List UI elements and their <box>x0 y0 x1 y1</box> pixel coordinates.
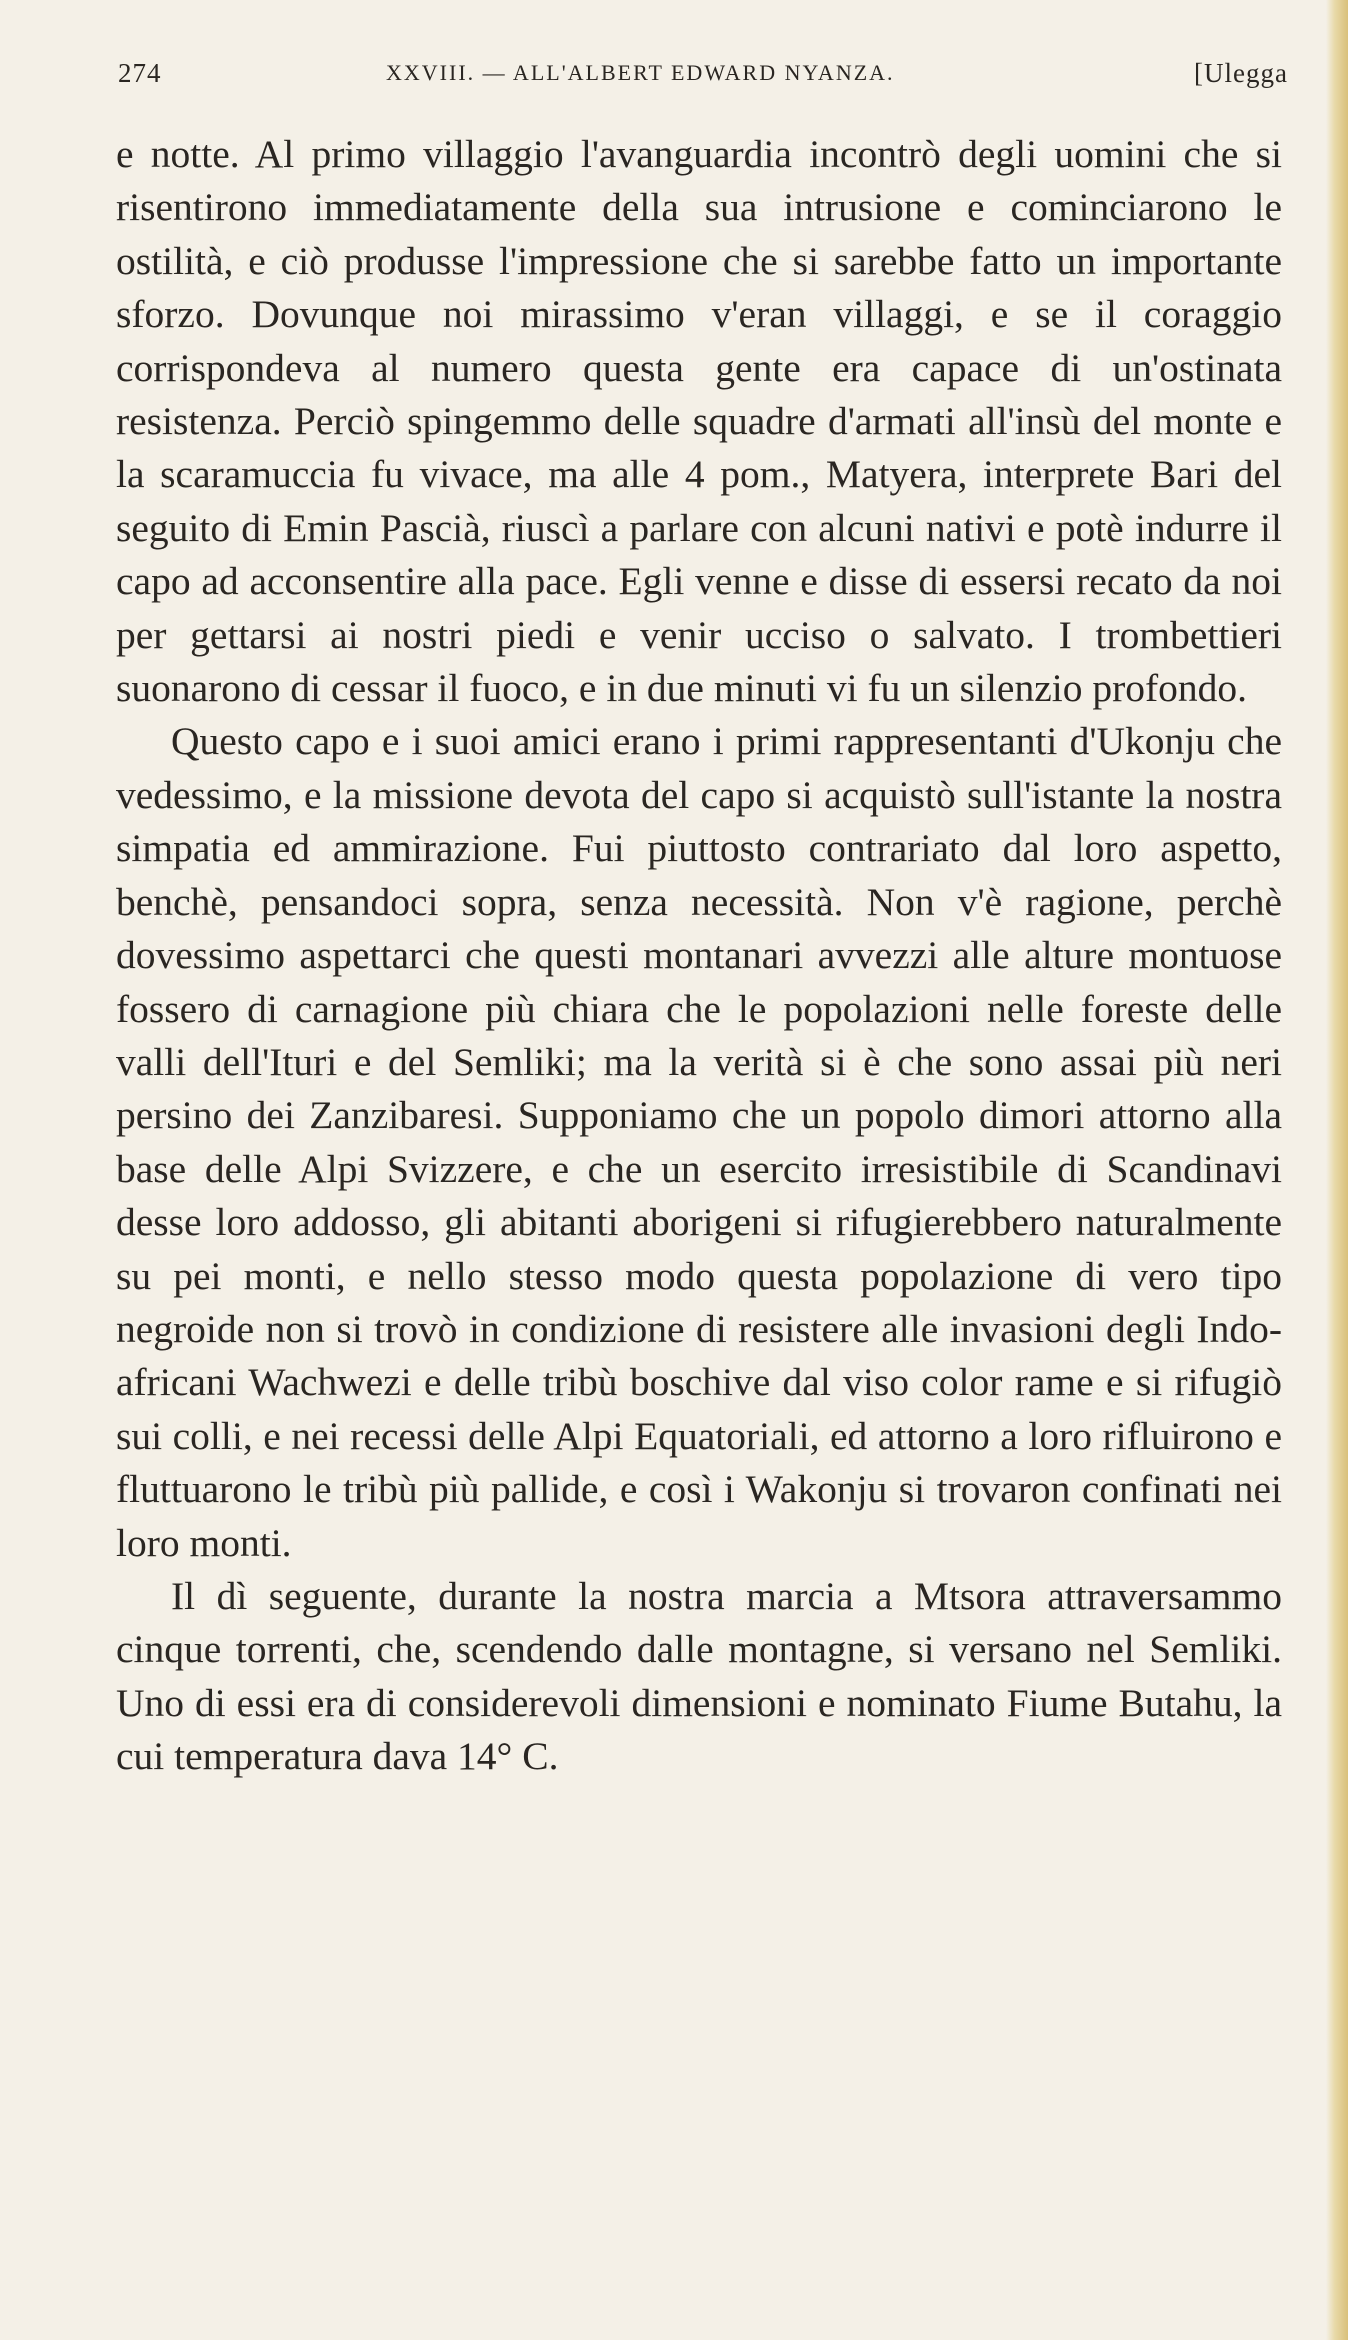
running-header <box>118 58 1328 98</box>
paragraph-2: Questo capo e i suoi amici erano i primi rappresentanti d'Ukonju che vedessimo, e la missione devota del capo si acquistò sull'istante la nostra simpatia ed ammirazione. Fui piuttosto contrariato dal loro aspetto, benchè, pensandoci sopra, senza necessità. Non v'è ragione, perchè dovessimo aspettarci che questi montanari avvezzi alle alture montuose fossero di carnagione più chiara che le popolazioni nelle foreste delle valli dell'Ituri e del Semliki; ma la verità si è che sono assai più neri persino dei Zanzibaresi. Supponiamo che un popolo dimori attorno alla base delle Alpi Svizzere, e che un esercito irresistibile di Scandinavi desse loro addosso, gli abitanti aborigeni si rifugierebbero naturalmente su pei monti, e nello stesso modo questa popolazione di vero tipo negroide non si trovò in condizione di resistere alle invasioni degli Indo-africani Wachwezi e delle tribù boschive dal viso color rame e si rifugiò sui colli, e nei recessi delle Alpi Equatoriali, ed attorno a loro rifluirono e fluttuarono le tribù più pallide, e così i Wakonju si trovaron confinati nei loro monti. <box>116 719 1282 1565</box>
page-edge <box>1326 0 1348 2340</box>
paragraph-1: e notte. Al primo villaggio l'avanguardia incontrò degli uomini che si risentirono immediatamente della sua intrusione e cominciarono le ostilità, e ciò produsse l'impressione che si sarebbe fatto un importante sforzo. Dovunque noi mirassimo v'eran villaggi, e se il coraggio corrispondeva al numero questa gente era capace di un'ostinata resistenza. Perciò spingemmo delle squadre d'armati all'insù del monte e la scaramuccia fu vivace, ma alle 4 pom., Matyera, interprete Bari del seguito di Emin Pascià, riuscì a parlare con alcuni nativi e potè indurre il capo ad acconsentire alla pace. Egli venne e disse di essersi recato da noi per gettarsi ai nostri piedi e venir ucciso o salvato. I trombettieri suonarono di cessar il fuoco, e in due minuti vi fu un silenzio profondo. <box>116 132 1282 711</box>
page-number: 274 <box>118 58 162 88</box>
catchword: [Ulegga <box>1194 58 1288 88</box>
body-text <box>116 128 1282 1784</box>
running-title: XXVIII. — ALL'ALBERT EDWARD NYANZA. <box>386 60 895 85</box>
paragraph-3: Il dì seguente, durante la nostra marcia a Mtsora attraversammo cinque torrenti, che, scendendo dalle montagne, si versano nel Semliki. Uno di essi era di considerevoli dimensioni e nominato Fiume Butahu, la cui temperatura dava 14° C. <box>116 1573 1282 1779</box>
